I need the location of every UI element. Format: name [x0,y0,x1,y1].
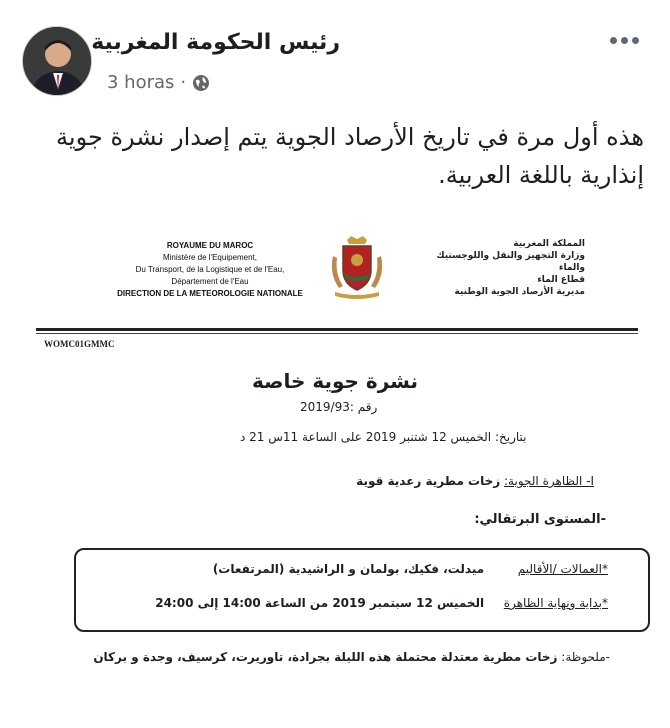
ar-line-4: مديرية الأرصاد الجوية الوطنية [454,287,585,297]
dot-icon [621,37,628,44]
meta-separator: · [180,72,187,93]
alert-details-box [74,548,650,632]
bulletin-number: رقم :2019/93 [300,400,378,414]
fr-line-4: Département de l'Eau [171,277,249,286]
phenomenon-line [356,474,594,488]
header-divider-thin [36,333,638,334]
fr-line-1: ROYAUME DU MAROC [166,241,254,250]
post-meta [107,72,210,93]
author-name[interactable]: رئيس الحكومة المغربية [91,30,340,55]
ar-line-2: وزارة التجهيز والنقل واللوجستيك والماء [436,251,585,273]
timing-label: *بداية ونهاية الظاهرة [503,596,608,610]
provinces-row [213,562,608,576]
bulletin-code: WOMC01GMMC [44,339,115,349]
alert-level: -المستوى البرتقالي: [474,512,606,527]
post-text: هذه أول مرة في تاريخ الأرصاد الجوية يتم إصدار نشرة جوية إنذارية باللغة العربية. [56,123,644,189]
post-header [0,0,670,110]
arabic-letterhead [425,238,585,298]
coat-of-arms-emblem [325,234,389,300]
fr-line-2: Ministère de l'Equipement, [162,253,258,262]
french-letterhead [110,240,310,300]
timing-row [155,596,608,610]
bulletin-title: نشرة جوية خاصة [251,369,418,393]
phenomenon-label: I- الظاهرة الجوية: [504,474,594,488]
avatar[interactable] [22,26,92,96]
more-options-icon[interactable] [606,28,642,52]
avatar-image [23,27,92,96]
note-label: -ملحوظة: [561,650,610,664]
bulletin-date: بتاريخ: الخميس 12 شتنبر 2019 على الساعة 11س 21 د [240,430,527,444]
dot-icon [632,37,639,44]
dot-icon [610,37,617,44]
globe-icon[interactable] [192,74,210,92]
fr-line-3: Du Transport, de la Logistique et de l'Eau, [135,265,285,274]
note-value: زخات مطرية معتدلة محتملة هذه الليلة بجرادة، تاوريرت، كرسيف، وجدة و بركان [93,650,558,664]
timing-value: الخميس 12 سبتمبر 2019 من الساعة 14:00 إلى 24:00 [155,596,485,610]
ar-line-3: قطاع الماء [537,275,585,285]
fr-line-5: DIRECTION DE LA METEOROLOGIE NATIONALE [117,289,303,298]
ar-line-1: المملكة المغربية [513,239,585,249]
note-line [93,650,610,664]
provinces-label: *العمالات /الأقاليم [517,562,608,576]
phenomenon-value: زخات مطرية رعدية قوية [356,474,501,488]
post-time[interactable]: 3 horas [107,72,175,93]
header-divider [36,328,638,331]
attached-document-image[interactable] [0,222,670,728]
provinces-value: ميدلت، فكيك، بولمان و الراشيدية (المرتفعات) [212,562,485,576]
